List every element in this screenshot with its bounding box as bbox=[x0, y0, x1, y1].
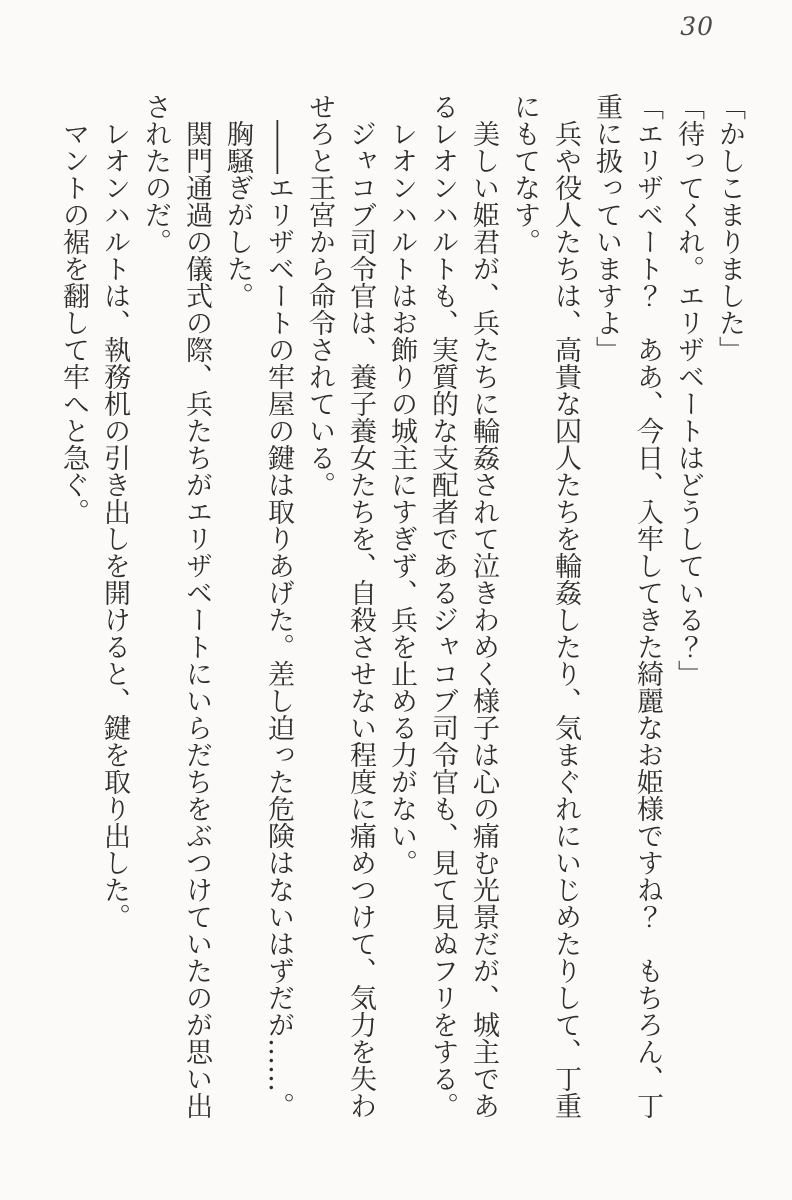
text-line-6: にもてなす。 bbox=[509, 93, 540, 255]
text-line-9: レオンハルトはお飾りの城主にすぎず、兵を止める力がない。 bbox=[386, 93, 417, 876]
text-line-4: 重に扱っていますよ」 bbox=[591, 93, 622, 363]
text-line-14: 関門通過の儀式の際、兵たちがエリザベートにいらだちをぶつけていたのが思い出 bbox=[181, 93, 212, 1119]
text-line-13: 胸騒ぎがした。 bbox=[222, 93, 253, 309]
text-line-17: マントの裾を翻して牢へと急ぐ。 bbox=[58, 93, 89, 525]
text-line-2: 「待ってくれ。エリザベートはどうしている？」 bbox=[673, 93, 704, 687]
text-line-5: 兵や役人たちは、高貴な囚人たちを輪姦したり、気まぐれにいじめたりして、丁重 bbox=[550, 93, 581, 1119]
text-line-11: せろと王宮から命令されている。 bbox=[304, 93, 335, 498]
text-line-8: るレオンハルトも、実質的な支配者であるジャコブ司令官も、見て見ぬフリをする。 bbox=[427, 93, 458, 1119]
text-line-3: 「エリザベート？ ああ、今日、入牢してきた綺麗なお姫様ですね？ もちろん、丁 bbox=[632, 93, 663, 1119]
text-line-7: 美しい姫君が、兵たちに輪姦されて泣きわめく様子は心の痛む光景だが、城主であ bbox=[468, 93, 499, 1119]
text-block bbox=[53, 93, 750, 1153]
text-line-15: されたのだ。 bbox=[140, 93, 171, 255]
text-line-16: レオンハルトは、執務机の引き出しを開けると、鍵を取り出した。 bbox=[99, 93, 130, 930]
text-line-1: 「かしこまりました」 bbox=[714, 93, 745, 363]
text-line-12: ――エリザベートの牢屋の鍵は取りあげた。差し迫った危険はないはずだが……。 bbox=[263, 93, 294, 1119]
page-number: 30 bbox=[680, 12, 714, 41]
text-line-10: ジャコブ司令官は、養子養女たちを、自殺させない程度に痛めつけて、気力を失わ bbox=[345, 93, 376, 1119]
